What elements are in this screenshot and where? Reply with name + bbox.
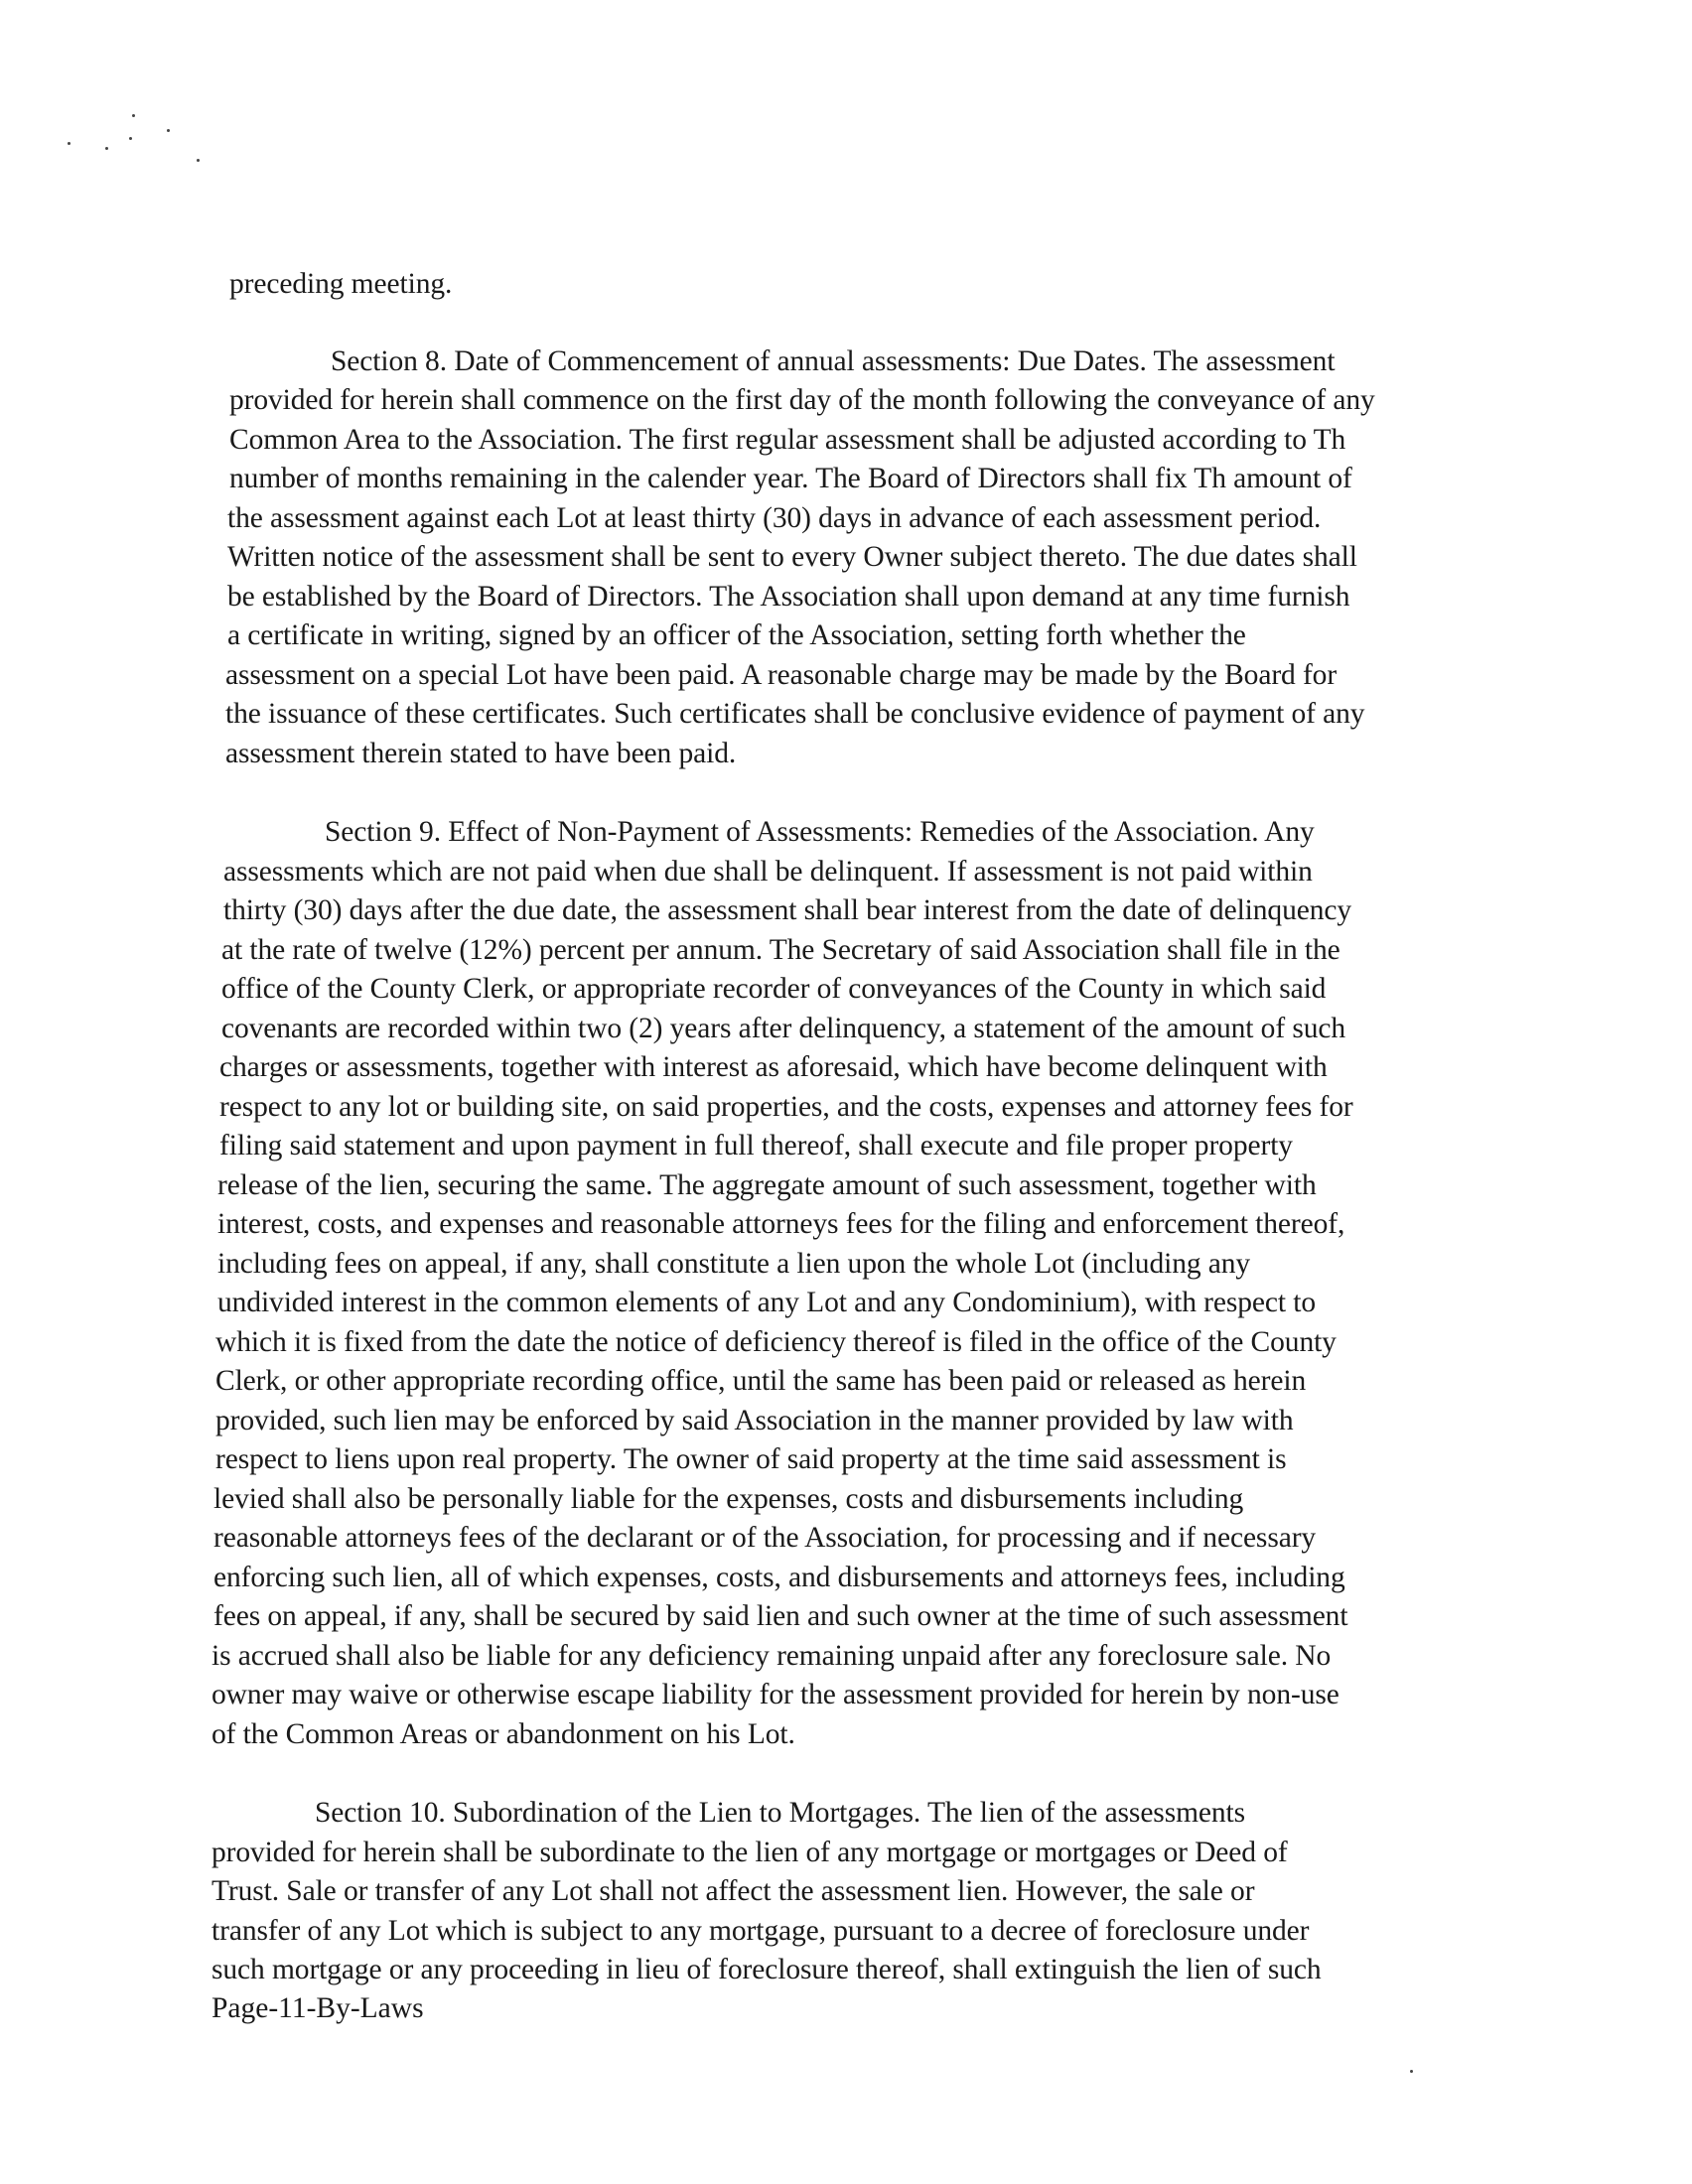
text-line: charges or assessments, together with interest as aforesaid, which have become delinquent with <box>219 1051 1328 1083</box>
text-line: provided for herein shall be subordinate to the lien of any mortgage or mortgages or Deed of <box>212 1837 1288 1868</box>
text-line: reasonable attorneys fees of the declarant or of the Association, for processing and if necessary <box>213 1522 1317 1554</box>
text-line: Section 10. Subordination of the Lien to Mortgages. The lien of the assessments <box>315 1797 1246 1829</box>
text-line: assessment on a special Lot have been paid. A reasonable charge may be made by the Board for <box>225 659 1338 691</box>
page-footer: Page-11-By-Laws <box>212 1992 424 2024</box>
text-line: interest, costs, and expenses and reasonable attorneys fees for the filing and enforcement thereof, <box>217 1208 1345 1240</box>
scan-speck <box>68 142 70 145</box>
text-line: be established by the Board of Directors. The Association shall upon demand at any time furnish <box>227 581 1350 613</box>
text-line: enforcing such lien, all of which expenses, costs, and disbursements and attorneys fees, including <box>213 1562 1345 1593</box>
text-line: Section 8. Date of Commencement of annual assessments: Due Dates. The assessment <box>331 345 1336 377</box>
text-line: including fees on appeal, if any, shall constitute a lien upon the whole Lot (including any <box>217 1248 1251 1280</box>
scan-speck <box>132 114 135 117</box>
text-line: owner may waive or otherwise escape liability for the assessment provided for herein by non-use <box>212 1679 1340 1710</box>
scan-speck <box>197 159 200 162</box>
text-line: Common Area to the Association. The first regular assessment shall be adjusted according to Th <box>229 424 1346 456</box>
text-line: office of the County Clerk, or appropriate recorder of conveyances of the County in which said <box>221 973 1327 1005</box>
text-line: covenants are recorded within two (2) years after delinquency, a statement of the amount of such <box>221 1013 1345 1044</box>
text-line: thirty (30) days after the due date, the assessment shall bear interest from the date of delinquency <box>223 894 1352 926</box>
text-line: of the Common Areas or abandonment on his Lot. <box>212 1718 795 1750</box>
text-line: undivided interest in the common elements of any Lot and any Condominium), with respect to <box>217 1287 1317 1318</box>
text-line: preceding meeting. <box>229 268 453 300</box>
text-line: Clerk, or other appropriate recording office, until the same has been paid or released as herein <box>215 1365 1307 1397</box>
text-line: provided, such lien may be enforced by said Association in the manner provided by law with <box>215 1405 1294 1436</box>
text-line: such mortgage or any proceeding in lieu of foreclosure thereof, shall extinguish the lien of such <box>212 1954 1322 1985</box>
text-line: respect to any lot or building site, on said properties, and the costs, expenses and attorney fees for <box>219 1091 1353 1123</box>
text-line: levied shall also be personally liable for the expenses, costs and disbursements including <box>213 1483 1244 1515</box>
text-line: number of months remaining in the calender year. The Board of Directors shall fix Th amount of <box>229 463 1352 494</box>
scan-speck <box>1410 2070 1413 2073</box>
text-line: provided for herein shall commence on the first day of the month following the conveyance of any <box>229 384 1375 416</box>
text-line: filing said statement and upon payment in full thereof, shall execute and file proper property <box>219 1130 1293 1161</box>
text-line: which it is fixed from the date the notice of deficiency thereof is filed in the office of the County <box>215 1326 1337 1358</box>
text-line: transfer of any Lot which is subject to any mortgage, pursuant to a decree of foreclosure under <box>212 1915 1310 1947</box>
text-line: Trust. Sale or transfer of any Lot shall not affect the assessment lien. However, the sale or <box>212 1875 1255 1907</box>
text-line: at the rate of twelve (12%) percent per annum. The Secretary of said Association shall file in the <box>221 934 1340 966</box>
text-line: a certificate in writing, signed by an officer of the Association, setting forth whether the <box>227 619 1246 651</box>
text-line: the assessment against each Lot at least thirty (30) days in advance of each assessment period. <box>227 502 1322 534</box>
scan-speck <box>129 137 132 140</box>
scan-speck <box>105 147 108 150</box>
text-line: release of the lien, securing the same. The aggregate amount of such assessment, together with <box>217 1169 1317 1201</box>
text-line: assessments which are not paid when due shall be delinquent. If assessment is not paid within <box>223 856 1313 887</box>
text-line: is accrued shall also be liable for any deficiency remaining unpaid after any foreclosure sale. No <box>212 1640 1332 1672</box>
text-line: fees on appeal, if any, shall be secured by said lien and such owner at the time of such assessment <box>213 1600 1348 1632</box>
text-line: Written notice of the assessment shall be sent to every Owner subject thereto. The due dates shall <box>227 541 1357 573</box>
text-line: Section 9. Effect of Non-Payment of Assessments: Remedies of the Association. Any <box>325 816 1315 848</box>
scan-speck <box>167 129 170 132</box>
text-line: assessment therein stated to have been paid. <box>225 738 737 769</box>
text-line: respect to liens upon real property. The owner of said property at the time said assessment is <box>215 1443 1287 1475</box>
text-line: the issuance of these certificates. Such certificates shall be conclusive evidence of payment of any <box>225 698 1365 730</box>
